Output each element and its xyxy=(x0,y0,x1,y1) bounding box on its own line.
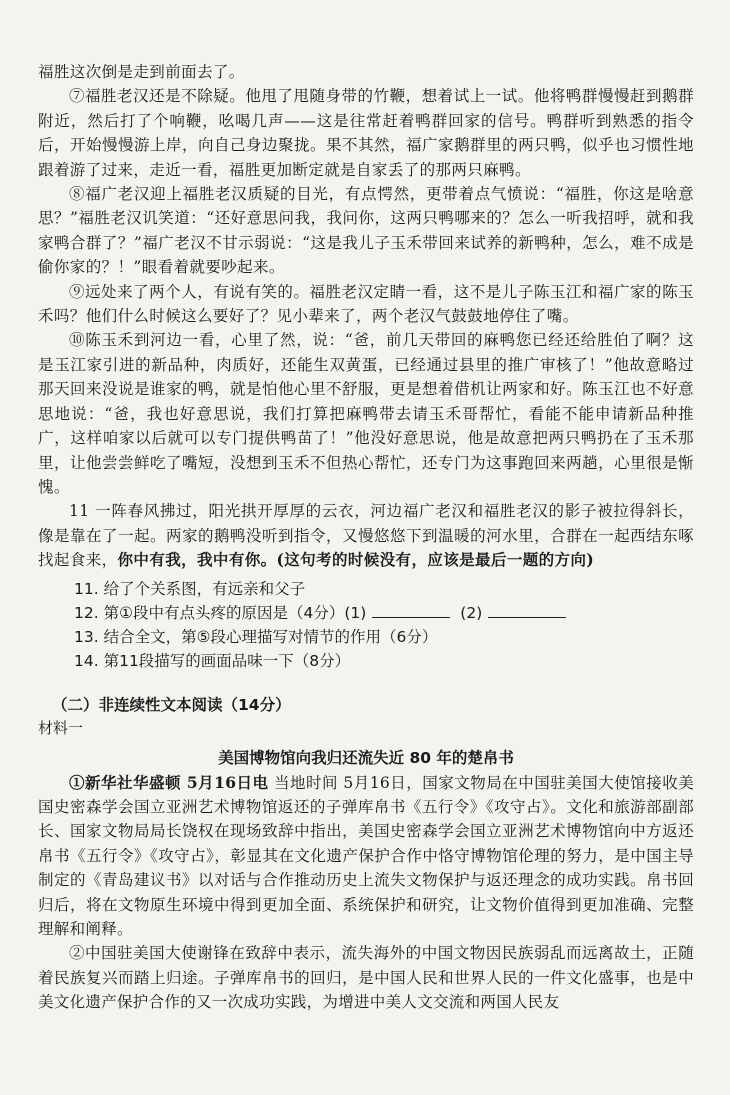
story-paragraph-10: ⑩陈玉禾到河边一看，心里了然，说：“爸，前几天带回的麻鸭您已经还给胜伯了啊？这是玉江家引进的新品种，肉质好，还能生双黄蛋，已经通过县里的推广审核了！”他故意略过那天回来没说是谁家的鸭，就是怕他心里不舒服，更是想着借机让两家和好。陈玉江也不好意思地说：“爸，我也好意思说，我们打算把麻鸭带去请玉禾哥帮忙，看能不能申请新品种推广，这样咱家以后就可以专门提供鸭苗了！”他没好意思说，他是故意把两只鸭扔在了玉禾那里，让他尝尝鲜吃了嘴短，没想到玉禾不但热心帮忙，还专门为这事跑回来两趟，心里很是惭愧。 xyxy=(38,331,694,496)
news-paragraph-2: ②中国驻美国大使谢锋在致辞中表示，流失海外的中国文物因民族弱乱而远离故土，正随着民族复兴而踏上归途。子弹库帛书的回归，是中国人民和世界人民的一件文化盛事，也是中美文化遗产保护合作的又一次成功实践，为增进中美人文交流和两国人民友 xyxy=(38,944,694,1012)
story-paragraph-11-note: 你中有我，我中有你。(这句考的时候没有，应该是最后一题的方向) xyxy=(117,550,595,570)
story-paragraph-7: ⑦福胜老汉还是不除疑。他甩了甩随身带的竹鞭，想着试上一试。他将鸭群慢慢赶到鹅群附近，然后打了个响鞭，吆喝几声——这是往常赶着鸭群回家的信号。鸭群听到熟悉的指令后，开始慢慢游上岸，向自己身边聚拢。果不其然，福广家鹅群里的两只鸭，似乎也习惯性地跟着游了过来，走近一看，福胜更加断定就是自家丢了的那两只麻鸭。 xyxy=(38,87,694,179)
story-paragraph-8: ⑧福广老汉迎上福胜老汉质疑的目光，有点愕然，更带着点气愤说：“福胜，你这是啥意思？”福胜老汉讥笑道：“还好意思问我，我问你，这两只鸭哪来的？怎么一听我招呼，就和我家鸭合群了？”福广老汉不甘示弱说：“这是我儿子玉禾带回来试养的新鸭种，怎么，难不成是偷你家的？！”眼看着就要吵起来。 xyxy=(38,185,694,277)
material-label: 材料一 xyxy=(38,718,84,737)
section-2-title: （二）非连续性文本阅读（14分） xyxy=(52,695,291,714)
question-13: 13. 结合全文，第⑤段心理描写对情节的作用（6分） xyxy=(74,627,438,646)
answer-blank-1[interactable] xyxy=(372,603,450,618)
news-paragraph-1-text: 当地时间 5月16日，国家文物局在中国驻美国大使馆接收美国史密森学会国立亚洲艺术博物馆返还的子弹库帛书《五行令》《攻守占》。文化和旅游部副部长、国家文物局局长饶权在现场致辞中指出，美国史密森学会国立亚洲艺术博物馆向中方返还帛书《五行令》《攻守占》，彰显其在文化遗产保护合作中恪守博物馆伦理的努力，是中国主导制定的《青岛建议书》以对话与合作推动历史上流失文物保护与返还理念的成功实践。帛书回归后，将在文物原生环境中得到更加全面、系统保护和研究，让文物价值得到更加准确、完整理解和阐释。 xyxy=(38,773,695,938)
question-14: 14. 第11段描写的画面品味一下（8分） xyxy=(74,651,351,670)
question-12 xyxy=(38,601,694,625)
story-paragraph-11 xyxy=(38,499,694,572)
story-paragraph-11-text: 11 一阵春风拂过，阳光拱开厚厚的云衣，河边福广老汉和福胜老汉的影子被拉得斜长，像是靠在了一起。两家的鹅鸭没听到指令，又慢悠悠下到温暖的河水里，合群在一起西结东啄找起食来， xyxy=(38,502,694,570)
question-12-text: 12. 第①段中有点头疼的原因是（4分）(1) xyxy=(74,603,367,622)
story-paragraph-end: 福胜这次倒是走到前面去了。 xyxy=(38,63,245,81)
answer-blank-2[interactable] xyxy=(488,603,566,618)
news-dateline: ①新华社华盛顿 5月16日电 xyxy=(69,772,269,792)
story-paragraph-9: ⑨远处来了两个人，有说有笑的。福胜老汉定睛一看，这不是儿子陈玉江和福广家的陈玉禾吗？他们什么时候这么要好了？见小辈来了，两个老汉气鼓鼓地停住了嘴。 xyxy=(38,282,694,326)
news-headline: 美国博物馆向我归还流失近 80 年的楚帛书 xyxy=(218,748,514,767)
question-12-part2: (2) xyxy=(460,603,483,622)
question-11: 11. 给了个关系图，有远亲和父子 xyxy=(74,579,306,598)
news-paragraph-1 xyxy=(38,771,694,942)
